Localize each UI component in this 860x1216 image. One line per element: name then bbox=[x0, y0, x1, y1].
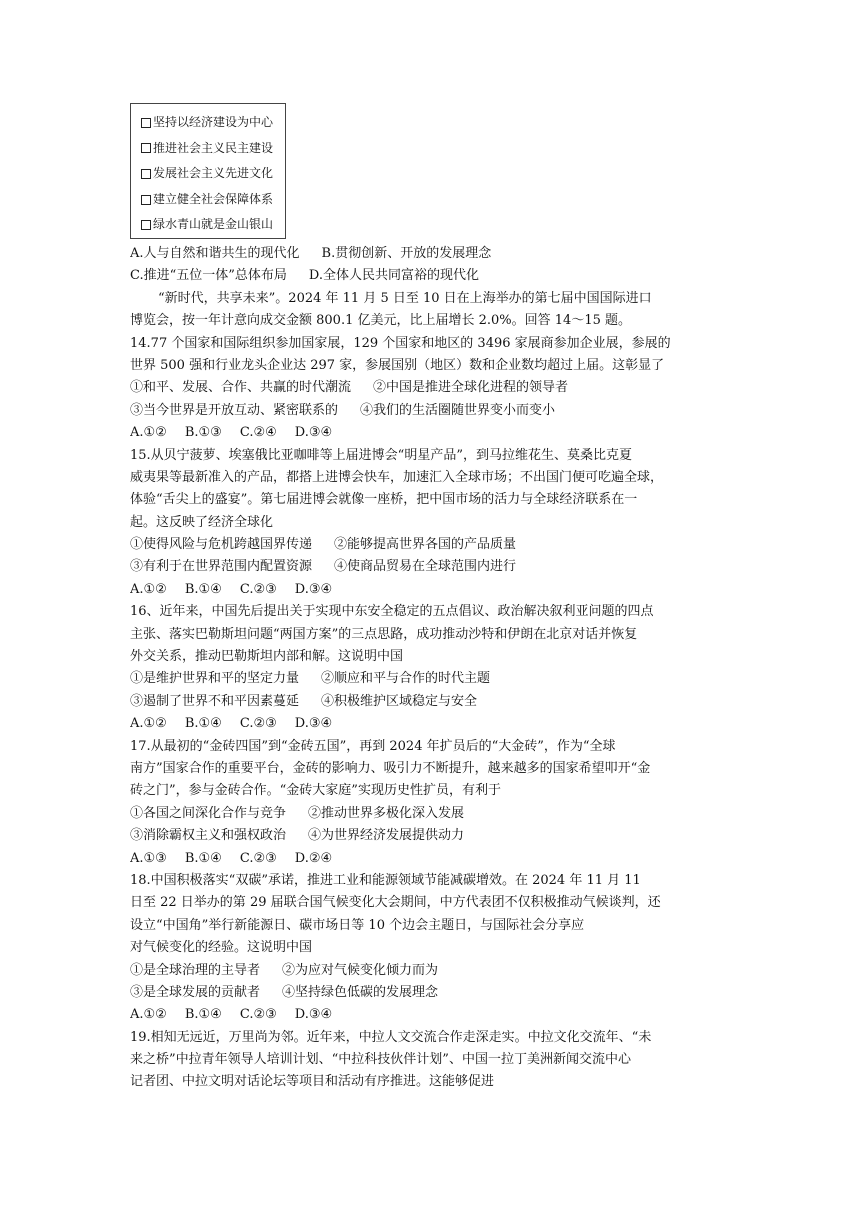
question-stem: 设立“中国角”举行新能源日、碳市场日等 10 个边会主题日，与国际社会分享应 bbox=[130, 917, 585, 933]
option-b: B.①④ bbox=[184, 1007, 222, 1023]
option-c: C.②③ bbox=[239, 716, 277, 732]
answer-options bbox=[130, 713, 735, 735]
question-stem: 15.从贝宁菠萝、埃塞俄比亚咖啡等上届进博会“明星产品”，到马拉维花生、莫桑比克夏 bbox=[130, 447, 632, 463]
statement-row: ③遏制了世界不和平因素蔓延 ④积极维护区域稳定与安全 bbox=[130, 693, 478, 709]
statement-row: ①各国之间深化合作与竞争 ②推动世界多极化深入发展 bbox=[130, 805, 465, 821]
option-b: B.①③ bbox=[184, 425, 222, 441]
answer-options bbox=[130, 422, 735, 444]
intro-text: 博览会，按一年计意向成交金额 800.1 亿美元，比上届增长 2.0%。回答 14～15 题。 bbox=[130, 313, 631, 329]
policy-checklist-box bbox=[130, 103, 286, 239]
checkbox-icon bbox=[141, 195, 151, 205]
question-stem: 威夷果等最新准入的产品，都搭上进博会快车，加速汇入全球市场；不出国门便可吃遍全球， bbox=[130, 469, 664, 485]
question-stem: 体验“舌尖上的盛宴”。第七届进博会就像一座桥，把中国市场的活力与全球经济联系在一 bbox=[130, 492, 638, 508]
checkbox-icon bbox=[141, 143, 151, 153]
checklist-item: 坚持以经济建设为中心 bbox=[141, 110, 285, 136]
option-d: D.③④ bbox=[294, 716, 333, 732]
question-stem: 世界 500 强和行业龙头企业达 297 家，参展国别（地区）数和企业数均超过上届。这彰显了 bbox=[130, 357, 665, 373]
statement-row: ①是维护世界和平的坚定力量 ②顺应和平与合作的时代主题 bbox=[130, 671, 491, 687]
question-stem: 记者团、中拉文明对话论坛等项目和活动有序推进。这能够促进 bbox=[130, 1074, 495, 1090]
checklist-item: 推进社会主义民主建设 bbox=[141, 136, 285, 162]
question-stem: 18.中国积极落实“双碳”承诺，推进工业和能源领域节能减碳增效。在 2024 年 11 月 11 bbox=[130, 872, 641, 888]
q13-options-row-1: A.人与自然和谐共生的现代化 B.贯彻创新、开放的发展理念 bbox=[130, 246, 492, 261]
option-a: A.①② bbox=[130, 581, 167, 597]
option-b: B.①④ bbox=[184, 716, 222, 732]
option-a: A.①② bbox=[130, 716, 167, 732]
checkbox-icon bbox=[141, 220, 151, 230]
answer-options bbox=[130, 848, 735, 870]
option-d: D.③④ bbox=[294, 581, 333, 597]
checkbox-icon bbox=[141, 169, 151, 179]
option-a: A.①② bbox=[130, 425, 167, 441]
intro-text: “新时代，共享未来”。2024 年 11 月 5 日至 10 日在上海举办的第七届中国国际进口 bbox=[158, 290, 652, 306]
checklist-item: 发展社会主义先进文化 bbox=[141, 161, 285, 187]
option-d: D.②④ bbox=[294, 850, 333, 866]
checkbox-icon bbox=[141, 118, 151, 128]
statement-row: ③消除霸权主义和强权政治 ④为世界经济发展提供动力 bbox=[130, 828, 465, 844]
option-a: A.①② bbox=[130, 1007, 167, 1023]
statement-row: ①使得风险与危机跨越国界传递 ②能够提高世界各国的产品质量 bbox=[130, 537, 517, 553]
option-b: B.①④ bbox=[184, 581, 222, 597]
question-stem: 19.相知无远近，万里尚为邻。近年来，中拉人文交流合作走深走实。中拉文化交流年、“未 bbox=[130, 1029, 652, 1045]
statement-row: ③有利于在世界范围内配置资源 ④使商品贸易在全球范围内进行 bbox=[130, 559, 517, 575]
question-stem: 14.77 个国家和国际组织参加国家展，129 个国家和地区的 3496 家展商参加企业展，参展的 bbox=[130, 335, 671, 351]
option-c: C.②④ bbox=[239, 425, 277, 441]
option-c: C.②③ bbox=[239, 1007, 277, 1023]
statement-row: ③是全球发展的贡献者 ④坚持绿色低碳的发展理念 bbox=[130, 984, 439, 1000]
checklist-item: 绿水青山就是金山银山 bbox=[141, 212, 285, 238]
question-stem: 砖之门”，参与金砖合作。“金砖大家庭”实现历史性扩员，有利于 bbox=[130, 783, 501, 799]
question-stem: 对气候变化的经验。这说明中国 bbox=[130, 940, 313, 956]
option-b: B.①④ bbox=[184, 850, 222, 866]
question-stem: 日至 22 日举办的第 29 届联合国气候变化大会期间，中方代表团不仅积极推动气候谈判，还 bbox=[130, 895, 661, 911]
question-stem: 16、近年来，中国先后提出关于实现中东安全稳定的五点倡议、政治解决叙利亚问题的四点 bbox=[130, 604, 654, 620]
question-content bbox=[130, 243, 735, 1094]
option-c: C.②③ bbox=[239, 581, 277, 597]
question-stem: 起。这反映了经济全球化 bbox=[130, 514, 274, 530]
question-stem: 南方”国家合作的重要平台，金砖的影响力、吸引力不断提升，越来越多的国家希望叩开“金 bbox=[130, 760, 651, 776]
statement-row: ①是全球治理的主导者 ②为应对气候变化倾力而为 bbox=[130, 962, 439, 978]
q13-options-row-2: C.推进“五位一体”总体布局 D.全体人民共同富裕的现代化 bbox=[130, 268, 480, 284]
option-a: A.①③ bbox=[130, 850, 167, 866]
statement-row: ③当今世界是开放互动、紧密联系的 ④我们的生活圈随世界变小而变小 bbox=[130, 402, 556, 418]
option-d: D.③④ bbox=[294, 1007, 333, 1023]
question-stem: 来之桥”中拉青年领导人培训计划、“中拉科技伙伴计划”、中国一拉丁美洲新闻交流中心 bbox=[130, 1052, 631, 1068]
option-c: C.②③ bbox=[239, 850, 277, 866]
checklist-item: 建立健全社会保障体系 bbox=[141, 187, 285, 213]
question-stem: 外交关系，推动巴勒斯坦内部和解。这说明中国 bbox=[130, 649, 404, 665]
answer-options bbox=[130, 579, 735, 601]
option-d: D.③④ bbox=[294, 425, 333, 441]
question-stem: 主张、落实巴勒斯坦问题“两国方案”的三点思路，成功推动沙特和伊朗在北京对话并恢复 bbox=[130, 626, 638, 642]
statement-row: ①和平、发展、合作、共赢的时代潮流 ②中国是推进全球化进程的领导者 bbox=[130, 380, 569, 396]
answer-options bbox=[130, 1004, 735, 1026]
question-stem: 17.从最初的“金砖四国”到“金砖五国”，再到 2024 年扩员后的“大金砖”，作为“全球 bbox=[130, 738, 616, 754]
